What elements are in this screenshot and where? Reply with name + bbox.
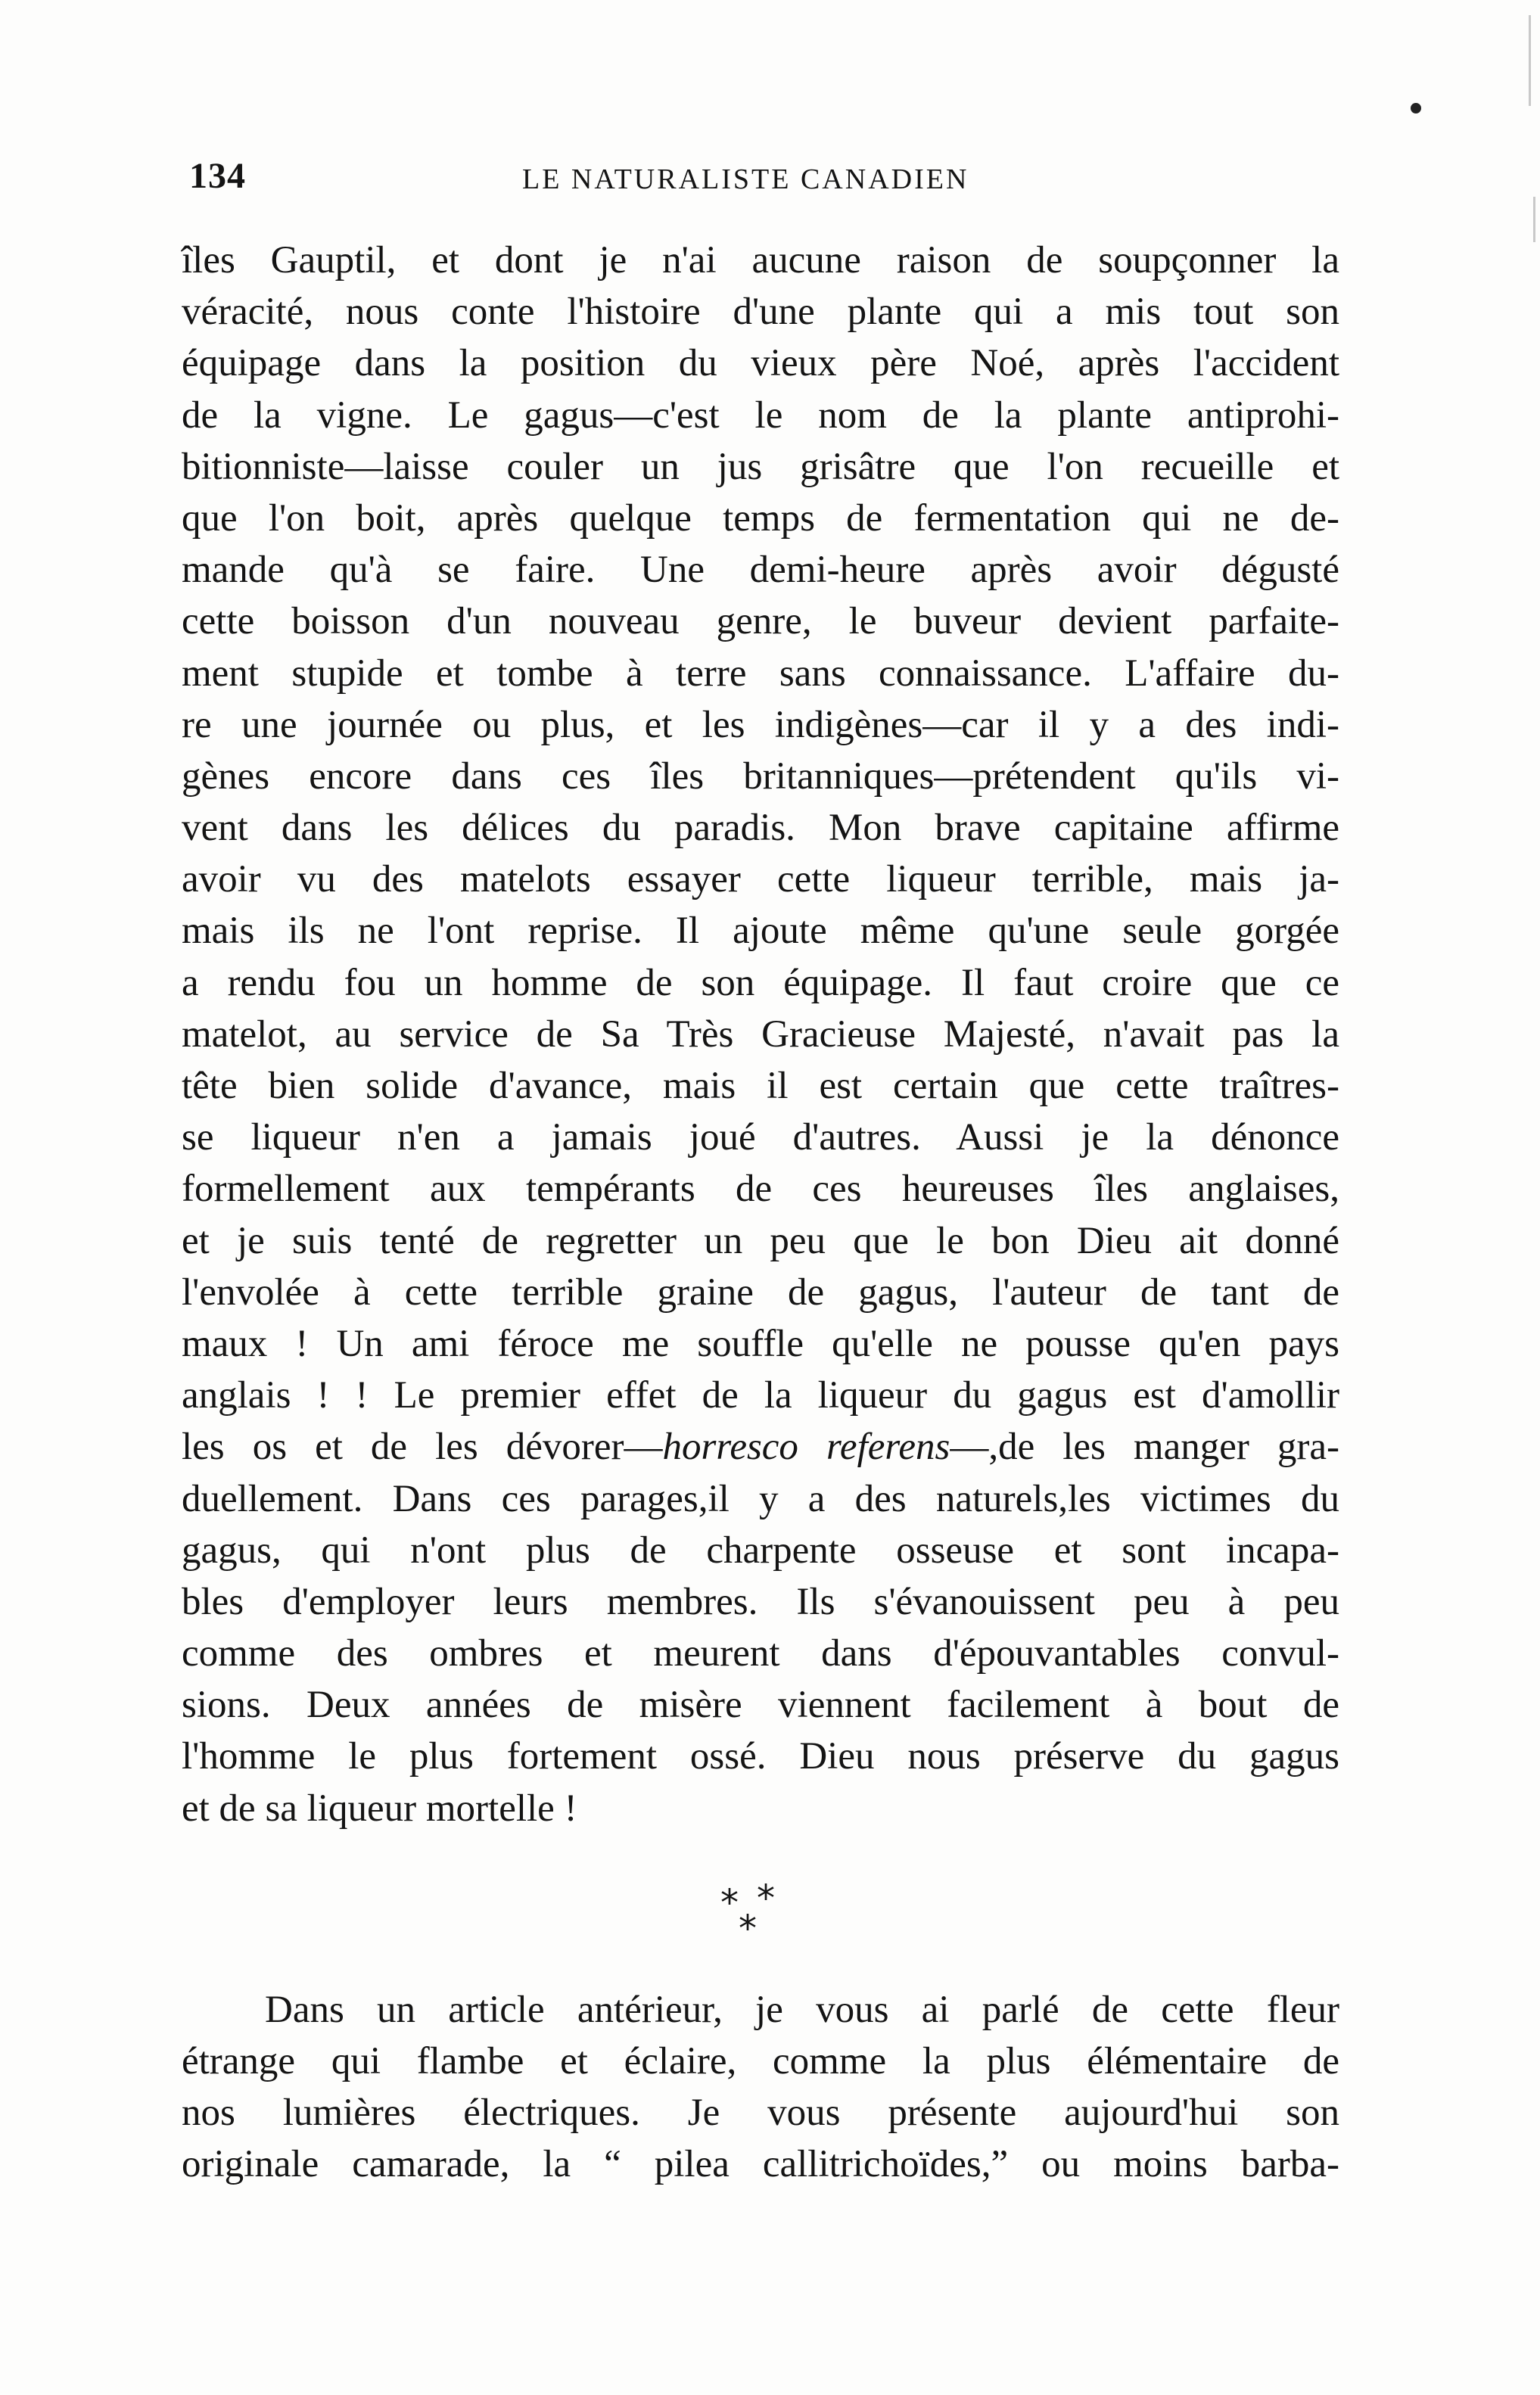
text-line: gènes encore dans ces îles britanniques—prétendent qu'ils vi- — [182, 754, 1339, 798]
text-line: que l'on boit, après quelque temps de fermentation qui ne de- — [182, 496, 1339, 540]
text-line: équipage dans la position du vieux père Noé, après l'accident — [182, 342, 1339, 385]
text-line: îles Gauptil, et dont je n'ai aucune raison de soupçonner la — [182, 239, 1339, 281]
page-number: 134 — [189, 156, 246, 196]
asterism-star: * — [720, 1882, 739, 1924]
text-line: comme des ombres et meurent dans d'épouvantables convul- — [182, 1632, 1339, 1675]
text-line: matelot, au service de Sa Très Gracieuse Majesté, n'avait pas la — [182, 1012, 1339, 1056]
line-start: les os et de les dévorer— — [182, 1426, 663, 1469]
asterism-star: * — [739, 1908, 757, 1950]
text-line: bles d'employer leurs membres. Ils s'évanouissent peu à peu — [182, 1580, 1339, 1623]
running-head — [182, 148, 1339, 216]
text-line: l'homme le plus fortement ossé. Dieu nous préserve du gagus — [182, 1735, 1339, 1778]
text-line: originale camarade, la “ pilea callitrichoïdes,” ou moins barba- — [182, 2143, 1339, 2185]
main-paragraph — [182, 235, 1339, 1834]
text-line: sions. Deux années de misère viennent facilement à bout de — [182, 1684, 1339, 1727]
text-line: cette boisson d'un nouveau genre, le buveur devient parfaite- — [182, 600, 1339, 643]
text-line: Dans un article antérieur, je vous ai parlé de cette fleur — [265, 1989, 1339, 2031]
text-line: vent dans les délices du paradis. Mon brave capitaine affirme — [182, 807, 1339, 850]
italic-phrase: horresco referens — [662, 1426, 950, 1469]
ink-dot — [1411, 103, 1421, 114]
text-line-with-italic — [182, 1421, 1339, 1473]
text-line: formellement aux tempérants de ces heureuses îles anglaises, — [182, 1168, 1339, 1211]
text-line: re une journée ou plus, et les indigènes—car il y a des indi- — [182, 703, 1339, 746]
text-line: et de sa liqueur mortelle ! — [182, 1787, 577, 1830]
text-line: l'envolée à cette terrible graine de gagus, l'auteur de tant de — [182, 1271, 1339, 1314]
line-end: —,de les manger gra- — [950, 1426, 1339, 1469]
text-line: de la vigne. Le gagus—c'est le nom de la plante antiprohi- — [182, 393, 1339, 437]
asterism — [711, 1877, 787, 1950]
text-line: a rendu fou un homme de son équipage. Il faut croire que ce — [182, 961, 1339, 1004]
text-line: mande qu'à se faire. Une demi-heure après avoir dégusté — [182, 549, 1339, 592]
text-line: nos lumières électriques. Je vous présente aujourd'hui son — [182, 2092, 1339, 2134]
text-line: duellement. Dans ces parages,il y a des naturels,les victimes du — [182, 1477, 1339, 1520]
text-line: se liqueur n'en a jamais joué d'autres. Aussi je la dénonce — [182, 1116, 1339, 1159]
page-edge-mark — [1533, 197, 1535, 242]
text-line: et je suis tenté de regretter un peu que le bon Dieu ait donné — [182, 1219, 1339, 1262]
asterism-star: * — [757, 1877, 775, 1920]
text-line: anglais ! ! Le premier effet de la liqueur du gagus est d'amollir — [182, 1374, 1339, 1417]
text-line: avoir vu des matelots essayer cette liqueur terrible, mais ja- — [182, 858, 1339, 901]
text-line: ment stupide et tombe à terre sans connaissance. L'affaire du- — [182, 652, 1339, 695]
second-paragraph — [182, 1984, 1339, 2190]
page-edge-mark — [1529, 15, 1531, 106]
text-line: véracité, nous conte l'histoire d'une plante qui a mis tout son — [182, 291, 1339, 334]
journal-title: LE NATURALISTE CANADIEN — [522, 163, 969, 195]
text-line: maux ! Un ami féroce me souffle qu'elle ne pousse qu'en pays — [182, 1322, 1339, 1365]
text-line: bitionniste—laisse couler un jus grisâtre que l'on recueille et — [182, 445, 1339, 488]
text-line: mais ils ne l'ont reprise. Il ajoute même qu'une seule gorgée — [182, 910, 1339, 953]
text-line: tête bien solide d'avance, mais il est certain que cette traîtres- — [182, 1065, 1339, 1107]
text-line: étrange qui flambe et éclaire, comme la plus élémentaire de — [182, 2040, 1339, 2082]
text-line: gagus, qui n'ont plus de charpente osseuse et sont incapa- — [182, 1529, 1339, 1572]
